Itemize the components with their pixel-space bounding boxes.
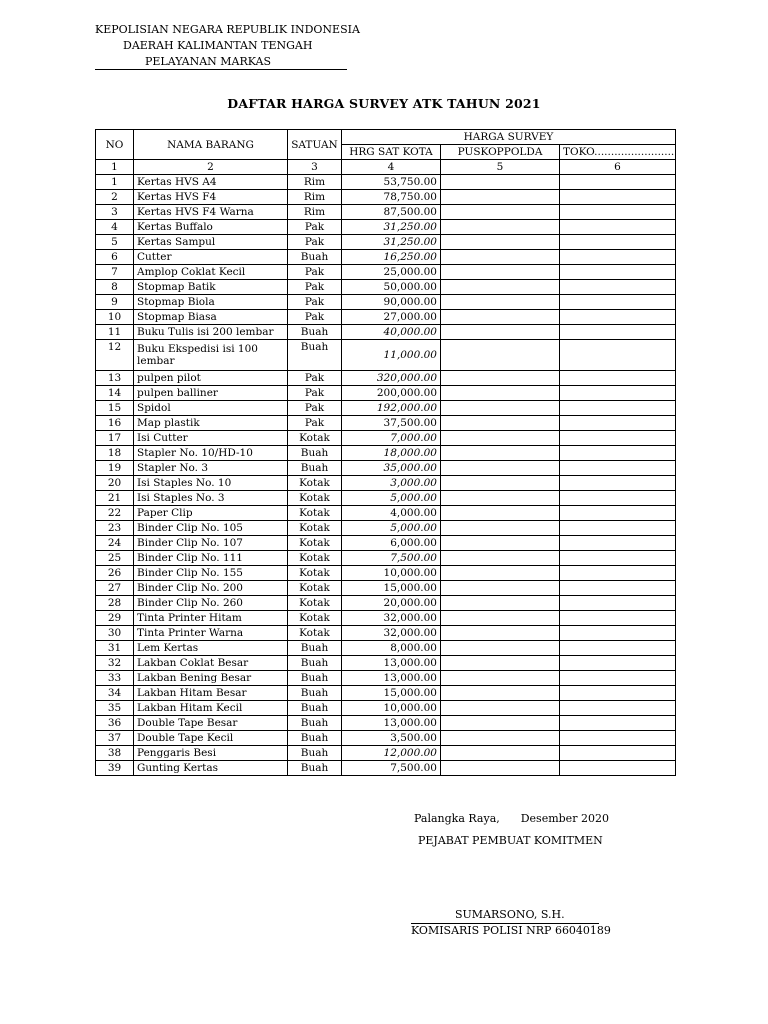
item-price-puskoppolda [441,190,560,205]
item-name: Isi Cutter [134,431,288,446]
table-row [96,716,676,731]
item-name: Stopmap Batik [134,280,288,295]
item-unit: Pak [288,280,342,295]
row-number: 19 [96,461,134,476]
item-price-city: 53,750.00 [342,175,441,190]
item-name: Lem Kertas [134,641,288,656]
item-name: Binder Clip No. 260 [134,596,288,611]
item-price-city: 20,000.00 [342,596,441,611]
column-number-cell: 4 [342,160,441,175]
item-price-puskoppolda [441,566,560,581]
table-row [96,416,676,431]
item-price-toko [560,716,676,731]
table-row [96,656,676,671]
item-price-city: 35,000.00 [342,461,441,476]
item-price-puskoppolda [441,416,560,431]
letterhead [95,22,360,70]
item-price-toko [560,596,676,611]
item-unit: Pak [288,235,342,250]
row-number: 20 [96,476,134,491]
row-number: 22 [96,506,134,521]
signatory-rank: KOMISARIS POLISI NRP 66040189 [411,924,611,937]
item-price-puskoppolda [441,716,560,731]
item-price-toko [560,671,676,686]
item-price-puskoppolda [441,220,560,235]
item-price-puskoppolda [441,175,560,190]
item-price-city: 6,000.00 [342,536,441,551]
item-price-city: 13,000.00 [342,716,441,731]
item-price-city: 87,500.00 [342,205,441,220]
table-row [96,581,676,596]
item-unit: Kotak [288,536,342,551]
row-number: 34 [96,686,134,701]
item-price-toko [560,205,676,220]
item-price-city: 40,000.00 [342,325,441,340]
item-unit: Kotak [288,521,342,536]
item-name: Binder Clip No. 200 [134,581,288,596]
item-price-toko [560,686,676,701]
item-name: Double Tape Kecil [134,731,288,746]
table-row [96,641,676,656]
item-price-toko [560,446,676,461]
item-price-city: 16,250.00 [342,250,441,265]
item-price-city: 18,000.00 [342,446,441,461]
item-price-toko [560,566,676,581]
table-row [96,521,676,536]
item-price-puskoppolda [441,446,560,461]
row-number: 11 [96,325,134,340]
item-unit: Buah [288,671,342,686]
header-hrg-sat-kota: HRG SAT KOTA [342,145,441,160]
item-price-city: 5,000.00 [342,491,441,506]
item-price-city: 31,250.00 [342,220,441,235]
letterhead-divider [95,69,347,70]
row-number: 24 [96,536,134,551]
item-price-puskoppolda [441,731,560,746]
item-price-city: 15,000.00 [342,581,441,596]
item-price-city: 31,250.00 [342,235,441,250]
table-row [96,626,676,641]
item-name: Buku Ekspedisi isi 100 lembar [134,340,288,371]
row-number: 8 [96,280,134,295]
item-price-puskoppolda [441,611,560,626]
item-unit: Kotak [288,551,342,566]
item-price-toko [560,461,676,476]
item-price-puskoppolda [441,521,560,536]
item-unit: Pak [288,295,342,310]
item-price-puskoppolda [441,761,560,776]
item-price-toko [560,235,676,250]
item-unit: Kotak [288,581,342,596]
item-unit: Buah [288,686,342,701]
item-price-toko [560,190,676,205]
item-price-toko [560,476,676,491]
item-price-toko [560,611,676,626]
item-unit: Buah [288,461,342,476]
item-unit: Rim [288,175,342,190]
place-date: Palangka Raya, Desember 2020 [414,812,609,825]
item-name: Lakban Hitam Kecil [134,701,288,716]
table-row [96,686,676,701]
table-row [96,325,676,340]
item-name: Kertas HVS F4 [134,190,288,205]
item-price-puskoppolda [441,641,560,656]
item-price-puskoppolda [441,371,560,386]
item-name: Cutter [134,250,288,265]
item-price-puskoppolda [441,386,560,401]
item-price-city: 192,000.00 [342,401,441,416]
item-price-toko [560,521,676,536]
letterhead-line-2: DAERAH KALIMANTAN TENGAH [123,39,313,52]
letterhead-line-3: PELAYANAN MARKAS [145,55,272,68]
item-name: Binder Clip No. 155 [134,566,288,581]
item-unit: Pak [288,386,342,401]
item-price-toko [560,416,676,431]
item-name: Stopmap Biasa [134,310,288,325]
item-unit: Buah [288,340,342,371]
signatory-name: SUMARSONO, S.H. [455,908,565,921]
table-row [96,340,676,371]
row-number: 33 [96,671,134,686]
table-row [96,566,676,581]
item-name: Binder Clip No. 107 [134,536,288,551]
table-row [96,220,676,235]
item-name: Lakban Coklat Besar [134,656,288,671]
item-name: Gunting Kertas [134,761,288,776]
item-name: Kertas Buffalo [134,220,288,235]
item-price-puskoppolda [441,746,560,761]
item-price-toko [560,280,676,295]
item-name: Kertas HVS A4 [134,175,288,190]
item-name: Stapler No. 10/HD-10 [134,446,288,461]
row-number: 23 [96,521,134,536]
item-name: Stapler No. 3 [134,461,288,476]
row-number: 35 [96,701,134,716]
item-price-toko [560,731,676,746]
item-unit: Pak [288,310,342,325]
item-unit: Kotak [288,431,342,446]
row-number: 29 [96,611,134,626]
item-price-toko [560,265,676,280]
column-number-cell: 3 [288,160,342,175]
item-price-puskoppolda [441,235,560,250]
item-price-toko [560,581,676,596]
item-name: Binder Clip No. 111 [134,551,288,566]
table-row [96,190,676,205]
item-price-city: 3,500.00 [342,731,441,746]
item-unit: Buah [288,656,342,671]
table-row [96,461,676,476]
item-price-puskoppolda [441,626,560,641]
item-price-city: 4,000.00 [342,506,441,521]
item-unit: Buah [288,731,342,746]
item-name: Penggaris Besi [134,746,288,761]
row-number: 4 [96,220,134,235]
item-price-city: 3,000.00 [342,476,441,491]
row-number: 16 [96,416,134,431]
row-number: 1 [96,175,134,190]
item-price-toko [560,701,676,716]
table-row [96,761,676,776]
item-unit: Rim [288,190,342,205]
item-unit: Pak [288,401,342,416]
item-price-toko [560,386,676,401]
row-number: 38 [96,746,134,761]
column-number-row [96,160,676,175]
item-price-city: 7,000.00 [342,431,441,446]
item-unit: Kotak [288,596,342,611]
header-harga-survey: HARGA SURVEY [342,130,676,145]
item-price-puskoppolda [441,401,560,416]
item-price-toko [560,310,676,325]
item-price-city: 11,000.00 [342,340,441,371]
item-price-puskoppolda [441,596,560,611]
item-name: Lakban Bening Besar [134,671,288,686]
item-unit: Kotak [288,611,342,626]
row-number: 13 [96,371,134,386]
item-price-puskoppolda [441,250,560,265]
item-price-puskoppolda [441,325,560,340]
table-row [96,280,676,295]
item-price-puskoppolda [441,295,560,310]
table-row [96,446,676,461]
row-number: 39 [96,761,134,776]
row-number: 30 [96,626,134,641]
item-price-puskoppolda [441,701,560,716]
item-price-toko [560,371,676,386]
item-price-puskoppolda [441,205,560,220]
item-price-toko [560,536,676,551]
item-name: Spidol [134,401,288,416]
table-row [96,506,676,521]
item-price-city: 10,000.00 [342,701,441,716]
item-name: Isi Staples No. 10 [134,476,288,491]
item-price-city: 10,000.00 [342,566,441,581]
item-name: Tinta Printer Warna [134,626,288,641]
row-number: 9 [96,295,134,310]
item-price-puskoppolda [441,536,560,551]
item-price-puskoppolda [441,461,560,476]
item-price-toko [560,761,676,776]
table-row [96,701,676,716]
item-price-city: 78,750.00 [342,190,441,205]
item-price-puskoppolda [441,265,560,280]
item-price-city: 13,000.00 [342,656,441,671]
item-price-city: 8,000.00 [342,641,441,656]
item-name: Double Tape Besar [134,716,288,731]
item-unit: Kotak [288,626,342,641]
row-number: 37 [96,731,134,746]
row-number: 6 [96,250,134,265]
item-price-city: 7,500.00 [342,551,441,566]
table-row [96,611,676,626]
item-price-city: 32,000.00 [342,626,441,641]
item-price-puskoppolda [441,340,560,371]
row-number: 14 [96,386,134,401]
item-unit: Buah [288,716,342,731]
item-unit: Pak [288,220,342,235]
table-body [96,175,676,776]
item-name: Buku Tulis isi 200 lembar [134,325,288,340]
item-price-city: 27,000.00 [342,310,441,325]
item-price-toko [560,641,676,656]
item-unit: Buah [288,761,342,776]
price-survey-table [95,129,676,776]
row-number: 3 [96,205,134,220]
item-unit: Pak [288,265,342,280]
item-price-city: 25,000.00 [342,265,441,280]
item-price-city: 90,000.00 [342,295,441,310]
item-price-city: 320,000.00 [342,371,441,386]
table-row [96,250,676,265]
row-number: 2 [96,190,134,205]
document-title: DAFTAR HARGA SURVEY ATK TAHUN 2021 [227,96,541,111]
item-name: Amplop Coklat Kecil [134,265,288,280]
signatory-role: PEJABAT PEMBUAT KOMITMEN [418,834,603,847]
item-price-city: 32,000.00 [342,611,441,626]
table-row [96,551,676,566]
column-number-cell: 2 [134,160,288,175]
item-price-toko [560,506,676,521]
item-price-toko [560,656,676,671]
item-price-toko [560,491,676,506]
item-name: Tinta Printer Hitam [134,611,288,626]
table-row [96,386,676,401]
table-row [96,671,676,686]
row-number: 7 [96,265,134,280]
item-name: Map plastik [134,416,288,431]
item-price-city: 50,000.00 [342,280,441,295]
header-toko: TOKO........................ [560,145,676,160]
item-price-toko [560,325,676,340]
item-price-toko [560,431,676,446]
table-row [96,371,676,386]
row-number: 25 [96,551,134,566]
item-unit: Pak [288,416,342,431]
letterhead-line-1: KEPOLISIAN NEGARA REPUBLIK INDONESIA [95,23,360,36]
item-price-toko [560,220,676,235]
item-name: pulpen balliner [134,386,288,401]
header-nama-barang: NAMA BARANG [134,130,288,160]
row-number: 10 [96,310,134,325]
item-name: Lakban Hitam Besar [134,686,288,701]
item-unit: Buah [288,250,342,265]
item-price-puskoppolda [441,551,560,566]
item-unit: Buah [288,325,342,340]
item-unit: Buah [288,446,342,461]
row-number: 26 [96,566,134,581]
item-price-toko [560,295,676,310]
table-row [96,265,676,280]
table-row [96,476,676,491]
table-row [96,746,676,761]
item-unit: Pak [288,371,342,386]
table-row [96,431,676,446]
item-price-puskoppolda [441,506,560,521]
item-price-city: 200,000.00 [342,386,441,401]
item-price-puskoppolda [441,431,560,446]
item-unit: Kotak [288,566,342,581]
item-unit: Buah [288,746,342,761]
item-unit: Kotak [288,476,342,491]
table-row [96,401,676,416]
item-price-toko [560,626,676,641]
row-number: 21 [96,491,134,506]
row-number: 15 [96,401,134,416]
column-number-cell: 6 [560,160,676,175]
item-name: Paper Clip [134,506,288,521]
column-number-cell: 1 [96,160,134,175]
row-number: 32 [96,656,134,671]
item-price-city: 5,000.00 [342,521,441,536]
row-number: 31 [96,641,134,656]
item-unit: Kotak [288,491,342,506]
item-name: Stopmap Biola [134,295,288,310]
item-price-puskoppolda [441,686,560,701]
item-name: Isi Staples No. 3 [134,491,288,506]
row-number: 27 [96,581,134,596]
item-unit: Rim [288,205,342,220]
item-price-toko [560,401,676,416]
table-row [96,310,676,325]
item-name: Kertas Sampul [134,235,288,250]
table-row [96,491,676,506]
header-puskoppolda: PUSKOPPOLDA [441,145,560,160]
item-price-puskoppolda [441,491,560,506]
item-price-puskoppolda [441,476,560,491]
item-price-city: 37,500.00 [342,416,441,431]
item-name: Binder Clip No. 105 [134,521,288,536]
item-price-puskoppolda [441,671,560,686]
table-row [96,235,676,250]
item-unit: Kotak [288,506,342,521]
item-price-puskoppolda [441,656,560,671]
header-satuan: SATUAN [288,130,342,160]
item-price-puskoppolda [441,581,560,596]
row-number: 5 [96,235,134,250]
row-number: 17 [96,431,134,446]
item-price-city: 12,000.00 [342,746,441,761]
item-price-toko [560,250,676,265]
item-price-toko [560,746,676,761]
table-row [96,536,676,551]
item-unit: Buah [288,701,342,716]
item-name: pulpen pilot [134,371,288,386]
item-price-city: 7,500.00 [342,761,441,776]
table-row [96,205,676,220]
row-number: 28 [96,596,134,611]
item-price-city: 13,000.00 [342,671,441,686]
table-row [96,295,676,310]
item-price-puskoppolda [441,280,560,295]
item-price-city: 15,000.00 [342,686,441,701]
item-unit: Buah [288,641,342,656]
item-price-toko [560,551,676,566]
row-number: 12 [96,340,134,371]
column-number-cell: 5 [441,160,560,175]
item-name: Kertas HVS F4 Warna [134,205,288,220]
row-number: 18 [96,446,134,461]
row-number: 36 [96,716,134,731]
item-price-puskoppolda [441,310,560,325]
table-row [96,731,676,746]
table-row [96,175,676,190]
item-price-toko [560,340,676,371]
table-row [96,596,676,611]
header-no: NO [96,130,134,160]
item-price-toko [560,175,676,190]
